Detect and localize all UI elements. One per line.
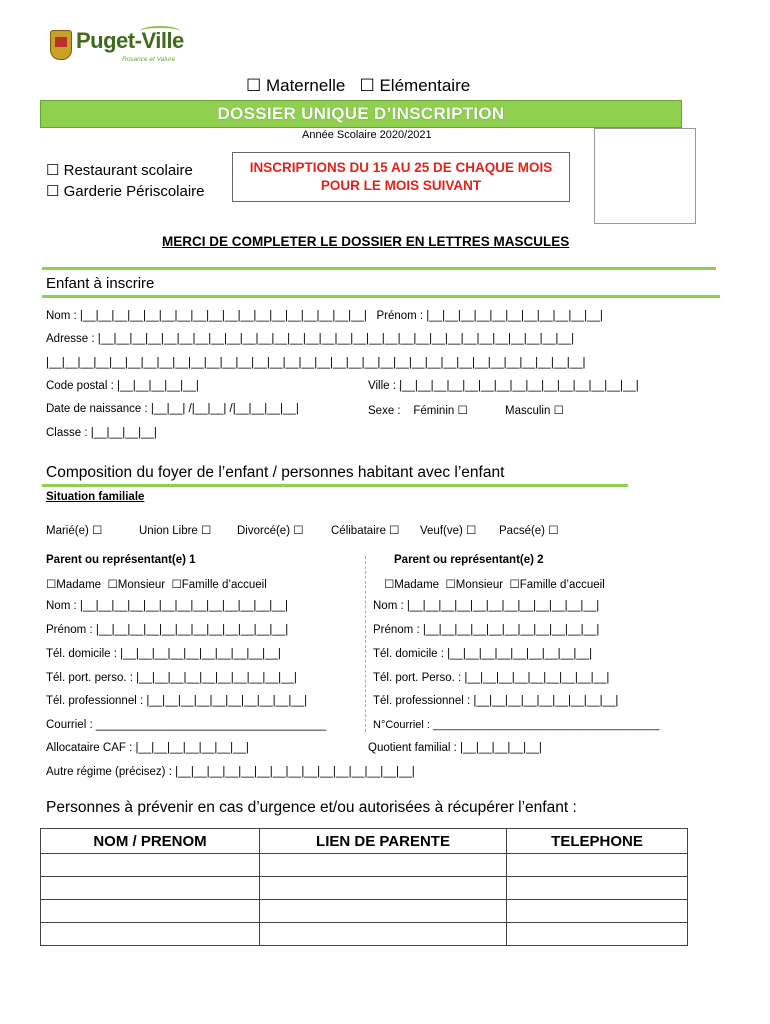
parent2-courriel[interactable]: N°Courriel : _____________________________________ [373, 719, 660, 731]
table-row [41, 877, 688, 900]
parent1-title: Parent ou représentant(e) 1 [46, 554, 196, 566]
school-type-options[interactable]: ☐ Maternelle ☐ Elémentaire [246, 76, 471, 95]
field-sexe-masculin[interactable]: Masculin ☐ [505, 405, 564, 417]
parent1-autre-regime[interactable]: Autre régime (précisez) : |__|__|__|__|__|__|__|__|__|__|__|__|__|__|__| [46, 766, 415, 778]
option-garderie[interactable]: ☐ Garderie Périscolaire [46, 183, 205, 200]
section-heading-foyer: Composition du foyer de l’enfant / personnes habitant avec l’enfant [46, 464, 505, 481]
table-header-row [41, 829, 688, 854]
table-row [41, 900, 688, 923]
cell-telephone[interactable] [507, 923, 688, 946]
situation-marie[interactable]: Marié(e) ☐ [46, 525, 103, 537]
logo [50, 28, 184, 68]
field-date-naissance[interactable]: Date de naissance : |__|__| /|__|__| /|__|__|__|__| [46, 403, 299, 415]
cell-telephone[interactable] [507, 877, 688, 900]
parent1-tel-domicile[interactable]: Tél. domicile : |__|__|__|__|__|__|__|__|__|__| [46, 648, 281, 660]
cell-nom[interactable] [41, 923, 260, 946]
notice-line1: INSCRIPTIONS DU 15 AU 25 DE CHAQUE MOIS [249, 160, 553, 175]
situation-divorce[interactable]: Divorcé(e) ☐ [237, 525, 304, 537]
cell-telephone[interactable] [507, 900, 688, 923]
column-divider [365, 556, 367, 732]
logo-tagline: Rosance et Valure [122, 56, 176, 63]
field-adresse[interactable]: Adresse : |__|__|__|__|__|__|__|__|__|__|__|__|__|__|__|__|__|__|__|__|__|__|__|__|__|__|__|__|__|__| [46, 333, 575, 345]
parent2-nom[interactable]: Nom : |__|__|__|__|__|__|__|__|__|__|__|__| [373, 600, 600, 612]
cell-nom[interactable] [41, 900, 260, 923]
column-header-nom: NOM / PRENOM [41, 829, 260, 854]
parent1-caf[interactable]: Allocataire CAF : |__|__|__|__|__|__|__| [46, 742, 249, 754]
field-sexe-feminin[interactable]: Sexe : Féminin ☐ [368, 405, 468, 417]
field-classe[interactable]: Classe : |__|__|__|__| [46, 427, 157, 439]
instruction: MERCI DE COMPLETER LE DOSSIER EN LETTRES MASCULES [162, 234, 570, 249]
parent2-prenom[interactable]: Prénom : |__|__|__|__|__|__|__|__|__|__|__| [373, 624, 600, 636]
photo-frame [594, 128, 696, 224]
field-nom-prenom[interactable]: Nom : |__|__|__|__|__|__|__|__|__|__|__|__|__|__|__|__|__|__| Prénom : |__|__|__|__|__|__|__|__|__|__|__| [46, 310, 603, 322]
logo-text: Puget-Ville [76, 28, 184, 53]
emergency-contacts-table [40, 828, 688, 946]
situation-label: Situation familiale [46, 491, 145, 503]
cell-nom[interactable] [41, 854, 260, 877]
section-heading-urgence: Personnes à prévenir en cas d’urgence et/ou autorisées à récupérer l’enfant : [46, 799, 577, 816]
divider [42, 295, 720, 298]
form-title: DOSSIER UNIQUE D’INSCRIPTION [40, 100, 682, 128]
field-adresse-2[interactable]: |__|__|__|__|__|__|__|__|__|__|__|__|__|__|__|__|__|__|__|__|__|__|__|__|__|__|__|__|__|__|__|__|__|__| [46, 357, 586, 369]
column-header-telephone: TELEPHONE [507, 829, 688, 854]
parent2-tel-pro[interactable]: Tél. professionnel : |__|__|__|__|__|__|__|__|__| [373, 695, 619, 707]
parent2-title: Parent ou représentant(e) 2 [394, 554, 544, 566]
parent1-civilite[interactable]: ☐Madame ☐Monsieur ☐Famille d’accueil [46, 579, 267, 591]
field-ville[interactable]: Ville : |__|__|__|__|__|__|__|__|__|__|__|__|__|__|__| [368, 380, 639, 392]
parent1-tel-portable[interactable]: Tél. port. perso. : |__|__|__|__|__|__|__|__|__|__| [46, 672, 297, 684]
school-year: Année Scolaire 2020/2021 [302, 129, 432, 141]
table-row [41, 854, 688, 877]
cell-lien[interactable] [260, 877, 507, 900]
parent2-tel-portable[interactable]: Tél. port. Perso. : |__|__|__|__|__|__|__|__|__| [373, 672, 610, 684]
parent1-nom[interactable]: Nom : |__|__|__|__|__|__|__|__|__|__|__|__|__| [46, 600, 288, 612]
divider [42, 484, 628, 487]
parent2-quotient[interactable]: Quotient familial : |__|__|__|__|__| [368, 742, 542, 754]
option-restaurant[interactable]: ☐ Restaurant scolaire [46, 162, 193, 179]
situation-pacse[interactable]: Pacsé(e) ☐ [499, 525, 559, 537]
notice-line2: POUR LE MOIS SUIVANT [320, 178, 482, 193]
field-code-postal[interactable]: Code postal : |__|__|__|__|__| [46, 380, 199, 392]
cell-telephone[interactable] [507, 854, 688, 877]
section-heading-enfant: Enfant à inscrire [46, 275, 155, 292]
cell-lien[interactable] [260, 923, 507, 946]
parent2-tel-domicile[interactable]: Tél. domicile : |__|__|__|__|__|__|__|__|__| [373, 648, 593, 660]
divider [42, 267, 716, 270]
situation-union-libre[interactable]: Union Libre ☐ [139, 525, 212, 537]
cell-lien[interactable] [260, 854, 507, 877]
cell-nom[interactable] [41, 877, 260, 900]
parent2-civilite[interactable]: ☐Madame ☐Monsieur ☐Famille d’accueil [384, 579, 605, 591]
parent1-tel-pro[interactable]: Tél. professionnel : |__|__|__|__|__|__|__|__|__|__| [46, 695, 308, 707]
situation-veuf[interactable]: Veuf(ve) ☐ [420, 525, 477, 537]
notice-box [232, 152, 570, 202]
parent1-prenom[interactable]: Prénom : |__|__|__|__|__|__|__|__|__|__|__|__| [46, 624, 289, 636]
column-header-lien: LIEN DE PARENTE [260, 829, 507, 854]
cell-lien[interactable] [260, 900, 507, 923]
table-row [41, 923, 688, 946]
parent1-courriel[interactable]: Courriel : ____________________________________ [46, 719, 327, 731]
situation-celibataire[interactable]: Célibataire ☐ [331, 525, 400, 537]
coat-of-arms-icon [50, 30, 72, 60]
